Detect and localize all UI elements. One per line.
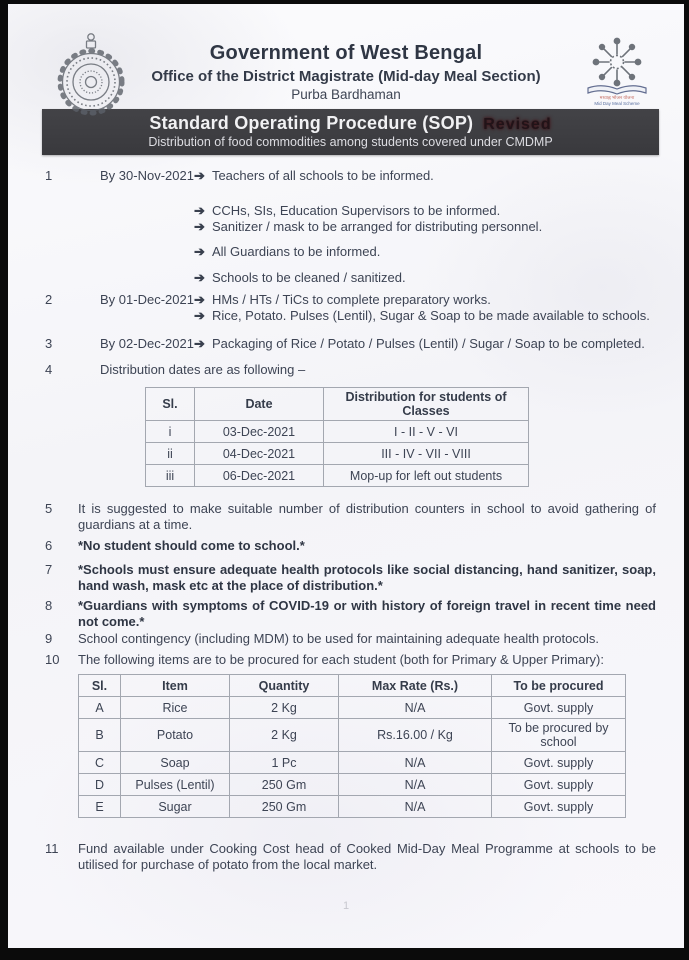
list-item-1 [8,168,684,286]
arrow-icon: ➔ [193,244,205,259]
distribution-dates-table [145,387,529,487]
cell: ii [146,443,195,465]
col-header: To be procured [492,675,626,697]
col-header: Item [121,675,230,697]
arrow-line [194,203,656,219]
list-item-9 [8,631,684,647]
table-row [79,774,626,796]
arrow-icon: ➔ [193,292,205,307]
cell: Govt. supply [492,697,626,719]
item-text: The following items are to be procured for each student (both for Primary & Upper Primary): [78,652,604,667]
arrow-icon: ➔ [193,219,205,234]
arrow-line [194,168,656,184]
cell: N/A [339,752,492,774]
page-number: 1 [342,900,350,912]
cell: 2 Kg [230,719,339,752]
cell: Pulses (Lentil) [121,774,230,796]
col-header: Sl. [79,675,121,697]
arrow-icon: ➔ [193,168,205,183]
item-number: 3 [45,336,53,351]
list-item-5 [8,501,684,533]
cell: Govt. supply [492,774,626,796]
table-row [146,465,529,487]
cell: N/A [339,796,492,818]
item-number: 7 [45,562,53,577]
cell: To be procured by school [492,719,626,752]
cell: 2 Kg [230,697,339,719]
arrow-line [194,219,656,235]
arrow-text: All Guardians to be informed. [211,244,381,259]
district-name: Purba Bardhaman [291,87,401,102]
arrow-icon: ➔ [193,336,205,351]
list-item-6 [8,538,684,554]
cell: iii [146,465,195,487]
cell: N/A [339,774,492,796]
item-number: 5 [45,501,53,516]
list-item-2 [8,292,684,324]
item-text: *Schools must ensure adequate health protocols like social distancing, hand sanitizer, soap, hand wash, mask etc at the place of distribution.* [78,562,656,593]
item-number: 11 [45,841,59,856]
list-item-7 [8,562,684,594]
cell: Govt. supply [492,796,626,818]
cell: i [146,421,195,443]
cell: 250 Gm [230,796,339,818]
item-number: 10 [45,652,60,667]
arrow-line [194,336,656,352]
cell: Rs.16.00 / Kg [339,719,492,752]
arrow-text: Packaging of Rice / Potato / Pulses (Lentil) / Sugar / Soap to be completed. [211,336,645,351]
arrow-text: Rice, Potato. Pulses (Lentil), Sugar & Soap to be made available to schools. [211,308,650,323]
table-row [79,752,626,774]
table-row [79,796,626,818]
office-title: Office of the District Magistrate (Mid-day Meal Section) [151,68,541,85]
item-number: 6 [45,538,53,553]
mdm-logo-caption-hindi: मध्याह्न भोजन योजना [599,95,635,101]
item-number: 4 [45,362,53,377]
item-number: 1 [45,168,53,183]
org-title: Government of West Bengal [209,42,483,64]
cell: 03-Dec-2021 [195,421,324,443]
list-item-3 [8,336,684,352]
item-text: *Guardians with symptoms of COVID-19 or with history of foreign travel in recent time need not come.* [78,598,656,629]
item-number: 2 [45,292,53,307]
cell: Mop-up for left out students [324,465,529,487]
cell: 04-Dec-2021 [195,443,324,465]
cell: B [79,719,121,752]
cell: E [79,796,121,818]
arrow-text: Teachers of all schools to be informed. [211,168,434,183]
arrow-line [194,270,656,286]
item-number: 8 [45,598,53,613]
cell: Rice [121,697,230,719]
cell: N/A [339,697,492,719]
revised-stamp: Revised [483,116,552,133]
sop-subtitle: Distribution of food commodities among students covered under CMDMP [148,135,553,149]
item-date: By 30-Nov-2021 [100,168,194,183]
sop-banner [42,109,659,155]
table-header-row [146,388,529,421]
col-header: Date [195,388,324,421]
document-page [8,4,684,948]
item-text: *No student should come to school.* [78,538,305,553]
arrow-line [194,244,656,260]
mdm-logo-caption-english: Mid Day Meal Scheme [594,101,640,107]
item-number: 9 [45,631,53,646]
sop-title: Standard Operating Procedure (SOP) [149,113,474,133]
arrow-text: HMs / HTs / TiCs to complete preparatory works. [211,292,491,307]
table-row [146,443,529,465]
item-text: Fund available under Cooking Cost head of Cooked Mid-Day Meal Programme at schools to be utilised for purchase of potato from the local market. [78,841,656,872]
col-header: Distribution for students of Classes [324,388,529,421]
cell: D [79,774,121,796]
list-item-10 [8,652,684,668]
arrow-icon: ➔ [193,203,205,218]
cell: Soap [121,752,230,774]
table-row [79,697,626,719]
item-date: By 01-Dec-2021 [100,292,194,307]
item-text: It is suggested to make suitable number of distribution counters in school to avoid gathering of guardians at a time. [78,501,656,532]
table-header-row [79,675,626,697]
mid-day-meal-logo-icon [578,34,656,107]
cell: 06-Dec-2021 [195,465,324,487]
col-header: Quantity [230,675,339,697]
arrow-icon: ➔ [193,308,205,323]
arrow-line [194,308,656,324]
item-text: Distribution dates are as following – [100,362,306,377]
west-bengal-seal-icon [50,30,132,122]
col-header: Max Rate (Rs.) [339,675,492,697]
list-item-11 [8,841,684,873]
list-item-8 [8,598,684,630]
cell: III - IV - VII - VIII [324,443,529,465]
item-text: School contingency (including MDM) to be used for maintaining adequate health protocols. [78,631,600,646]
cell: C [79,752,121,774]
item-date: By 02-Dec-2021 [100,336,194,351]
cell: A [79,697,121,719]
arrow-text: Schools to be cleaned / sanitized. [211,270,406,285]
cell: 250 Gm [230,774,339,796]
arrow-line [194,292,656,308]
cell: I - II - V - VI [324,421,529,443]
procurement-items-table [78,674,626,818]
cell: 1 Pc [230,752,339,774]
arrow-text: Sanitizer / mask to be arranged for distributing personnel. [211,219,543,234]
table-row [146,421,529,443]
col-header: Sl. [146,388,195,421]
list-item-4 [8,362,684,378]
table-row [79,719,626,752]
cell: Sugar [121,796,230,818]
arrow-text: CCHs, SIs, Education Supervisors to be informed. [211,203,501,218]
arrow-icon: ➔ [193,270,205,285]
cell: Potato [121,719,230,752]
cell: Govt. supply [492,752,626,774]
